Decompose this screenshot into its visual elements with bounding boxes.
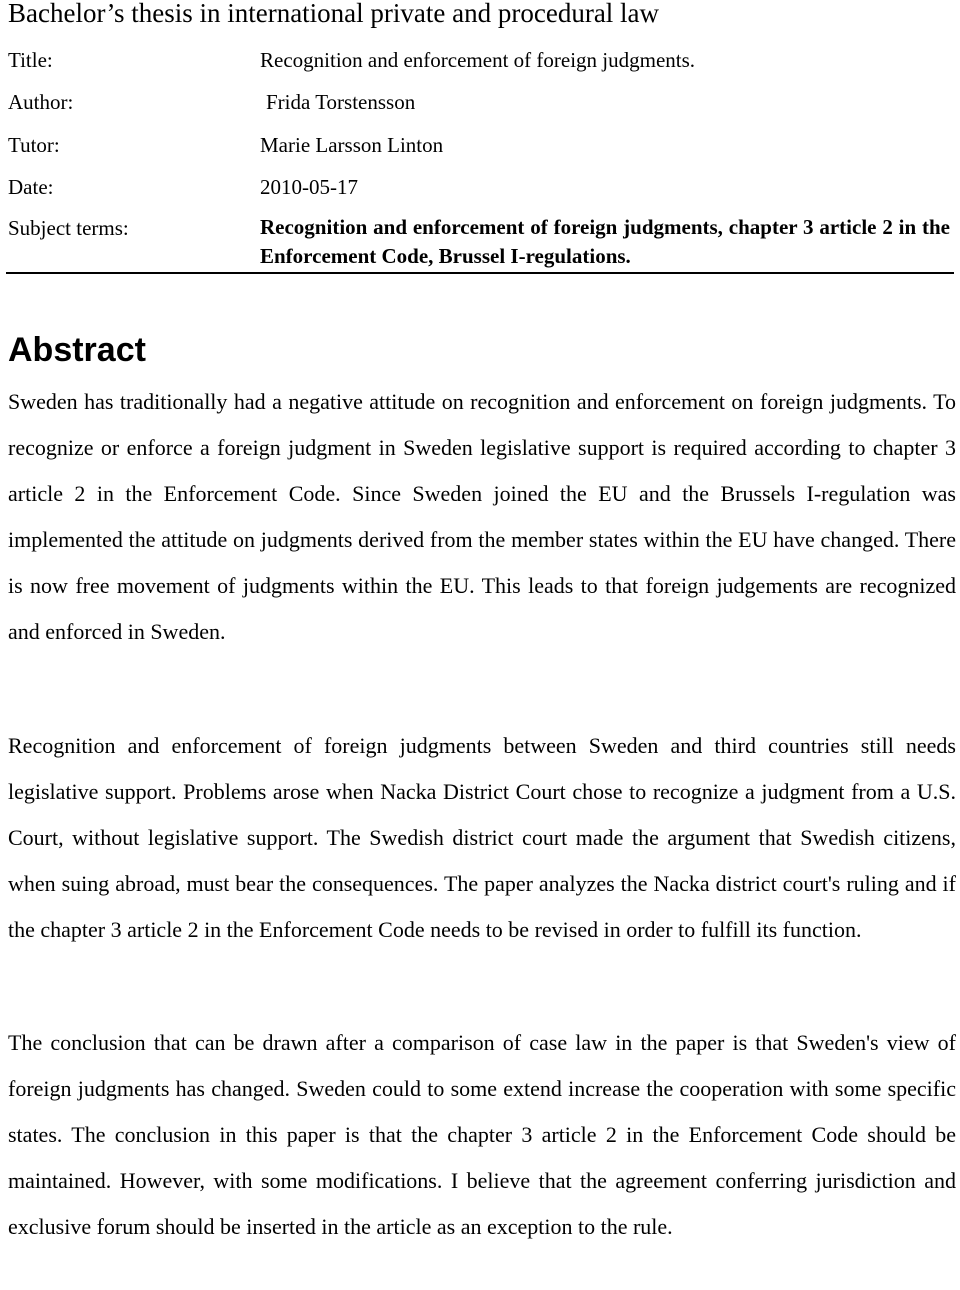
subject-terms-label: Subject terms: — [8, 216, 129, 240]
header-divider — [6, 272, 954, 274]
tutor-value: Marie Larsson Linton — [260, 133, 444, 157]
date-value: 2010-05-17 — [260, 175, 358, 199]
date-label: Date: — [8, 175, 54, 199]
thesis-type-heading: Bachelor’s thesis in international private and procedural law — [8, 0, 660, 28]
abstract-paragraph: Sweden has traditionally had a negative attitude on recognition and enforcement on foreign judgments. To recognize or enforce a foreign judgment in Sweden legislative support is required according to chapter 3 article 2 in the Enforcement Code. Since Sweden joined the EU and the Brussels I-regulation was implemented the attitude on judgments derived from the member states within the EU have changed. There is now free movement of judgments within the EU. This leads to that foreign judgements are recognized and enforced in Sweden. — [8, 389, 956, 644]
abstract-paragraph: Recognition and enforcement of foreign judgments between Sweden and third countries still needs legislative support. Problems arose when Nacka District Court chose to recognize a judgment from a U.S. Court, without legislative support. The Swedish district court made the argument that Swedish citizens, when suing abroad, must bear the consequences. The paper analyzes the Nacka district court's ruling and if the chapter 3 article 2 in the Enforcement Code needs to be revised in order to fulfill its function. — [8, 733, 956, 942]
tutor-label: Tutor: — [8, 133, 60, 157]
title-label: Title: — [8, 48, 53, 72]
abstract-paragraph: The conclusion that can be drawn after a comparison of case law in the paper is that Sweden's view of foreign judgments has changed. Sweden could to some extend increase the cooperation with some specific states. The conclusion in this paper is that the chapter 3 article 2 in the Enforcement Code should be maintained. However, with some modifications. I believe that the agreement conferring jurisdiction and exclusive forum should be inserted in the article as an exception to the rule. — [8, 1030, 956, 1239]
author-value: Frida Torstensson — [266, 90, 416, 114]
abstract-heading: Abstract — [8, 331, 146, 369]
subject-terms-value: Recognition and enforcement of foreign judgments, chapter 3 article 2 in the Enforcement Code, Brussel I-regulations. — [260, 215, 950, 268]
author-label: Author: — [8, 90, 74, 114]
title-value: Recognition and enforcement of foreign judgments. — [260, 48, 696, 72]
